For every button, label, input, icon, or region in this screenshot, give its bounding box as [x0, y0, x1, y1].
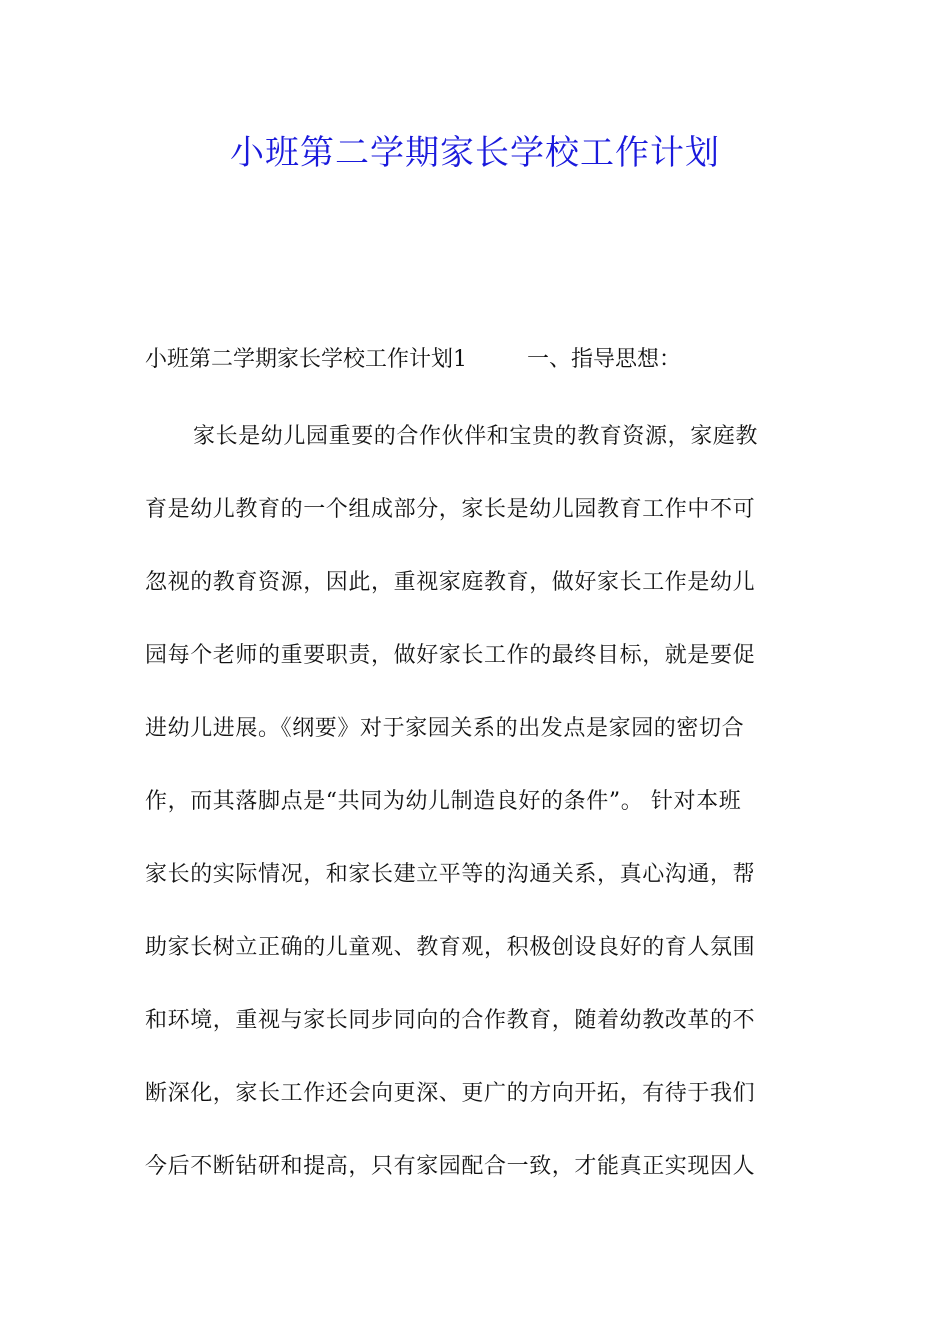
plan-heading: 小班第二学期家长学校工作计划1 [145, 347, 467, 372]
intro-line [145, 342, 825, 378]
section-heading: 一、指导思想： [527, 347, 682, 372]
paragraph-line: 和环境，重视与家长同步同向的合作教育，随着幼教改革的不 [145, 1008, 756, 1033]
paragraph-line: 园每个老师的重要职责，做好家长工作的最终目标，就是要促 [145, 643, 756, 668]
document-title: 小班第二学期家长学校工作计划 [230, 133, 720, 173]
paragraph-line: 育是幼儿教育的一个组成部分，家长是幼儿园教育工作中不可 [145, 497, 756, 522]
paragraph-line: 忽视的教育资源，因此，重视家庭教育，做好家长工作是幼儿 [145, 570, 756, 595]
paragraph-line: 家长的实际情况，和家长建立平等的沟通关系，真心沟通，帮 [145, 862, 756, 887]
paragraph-line: 今后不断钻研和提高，只有家园配合一致，才能真正实现因人 [145, 1154, 756, 1179]
paragraph-line: 作，而其落脚点是“共同为幼儿制造良好的条件”。 针对本班 [145, 789, 742, 814]
paragraph-line: 断深化，家长工作还会向更深、更广的方向开拓，有待于我们 [145, 1081, 756, 1106]
body-paragraph [145, 417, 805, 1220]
paragraph-line: 助家长树立正确的儿童观、教育观，积极创设良好的育人氛围 [145, 935, 756, 960]
paragraph-line: 家长是幼儿园重要的合作伙伴和宝贵的教育资源，家庭教 [193, 424, 759, 449]
paragraph-line: 进幼儿进展。《纲要》对于家园关系的出发点是家园的密切合 [145, 716, 745, 741]
